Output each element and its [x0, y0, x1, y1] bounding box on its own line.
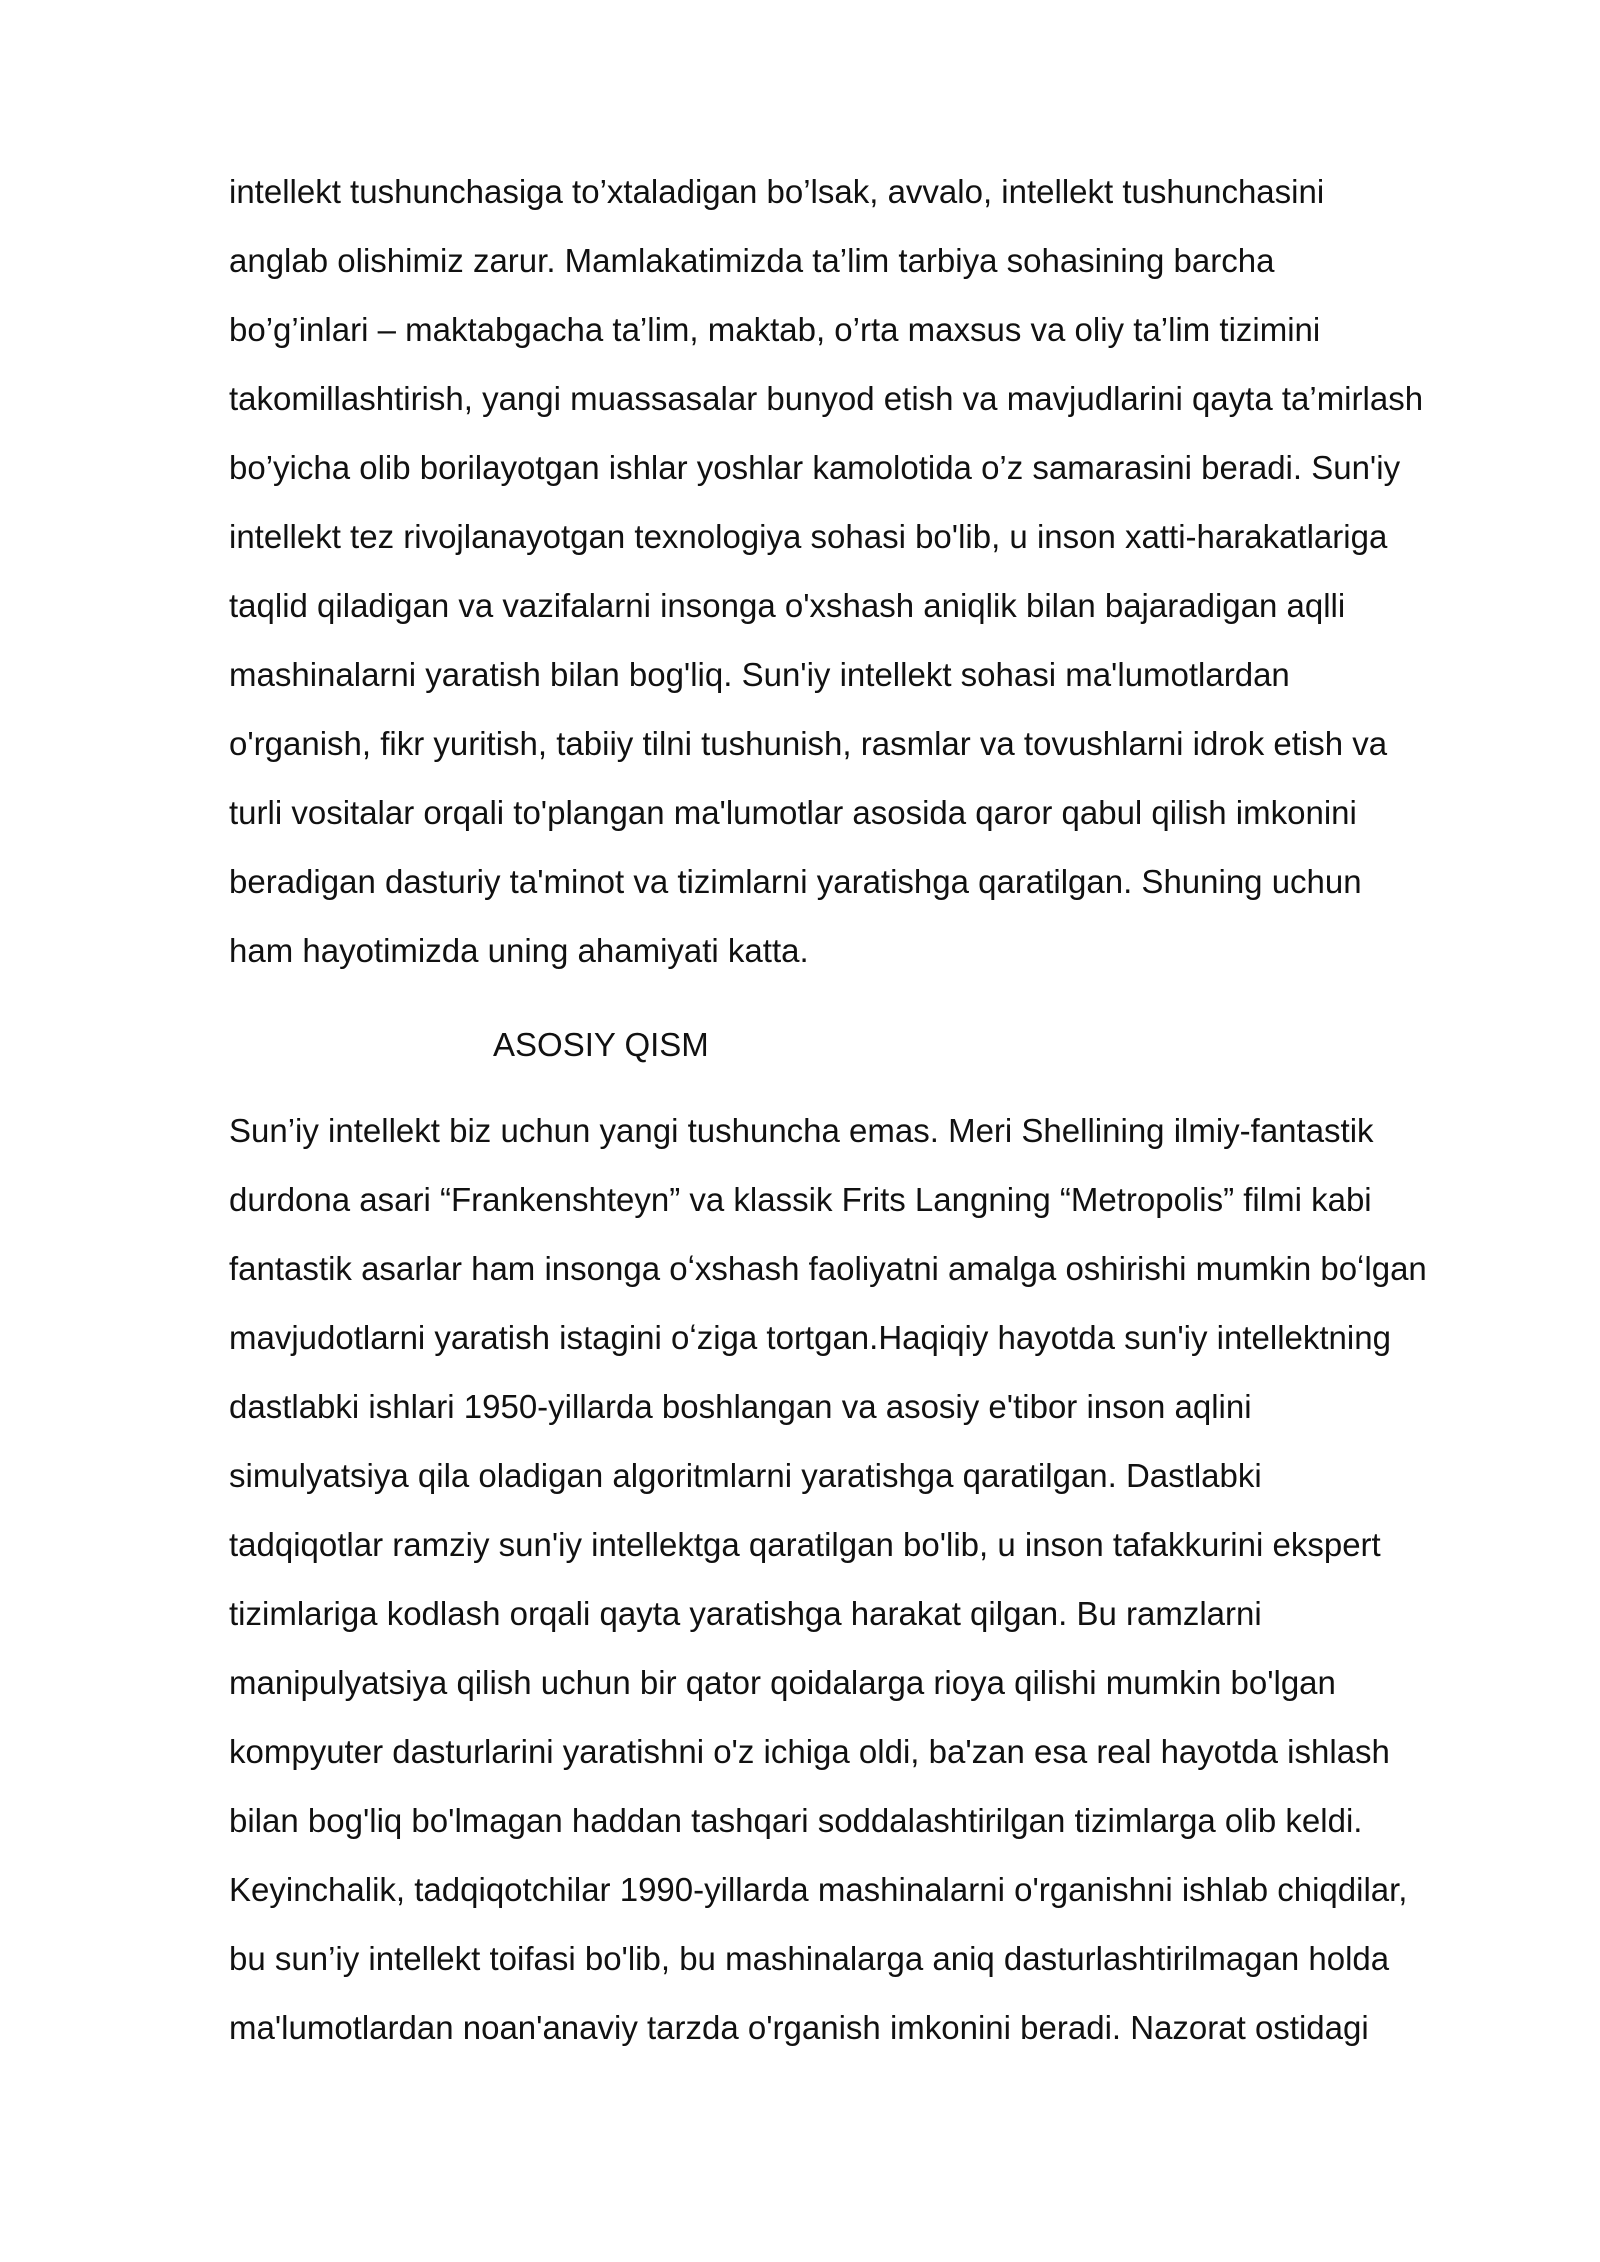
text-line: bo’g’inlari – maktabgacha ta’lim, maktab, o’rta maxsus va oliy ta’lim tizimini	[229, 311, 1321, 348]
text-line: mashinalarni yaratish bilan bog'liq. Sun'iy intellekt sohasi ma'lumotlardan	[229, 656, 1290, 693]
text-line: bu sun’iy intellekt toifasi bo'lib, bu mashinalarga aniq dasturlashtirilmagan holda	[229, 1940, 1390, 1977]
text-line: kompyuter dasturlarini yaratishni o'z ichiga oldi, ba'zan esa real hayotda ishlash	[229, 1733, 1390, 1770]
text-line: durdona asari “Frankenshteyn” va klassik Frits Langning “Metropolis” filmi kabi	[229, 1181, 1372, 1218]
text-line: mavjudotlarni yaratish istagini oʻziga tortgan.Haqiqiy hayotda sun'iy intellektning	[229, 1319, 1391, 1356]
text-line: taqlid qiladigan va vazifalarni insonga o'xshash aniqlik bilan bajaradigan aqlli	[229, 587, 1346, 624]
text-line: tadqiqotlar ramziy sun'iy intellektga qaratilgan bo'lib, u inson tafakkurini ekspert	[229, 1526, 1381, 1563]
text-line: beradigan dasturiy ta'minot va tizimlarni yaratishga qaratilgan. Shuning uchun	[229, 863, 1362, 900]
text-line: fantastik asarlar ham insonga oʻxshash faoliyatni amalga oshirishi mumkin boʻlgan	[229, 1250, 1427, 1287]
text-line: dastlabki ishlari 1950-yillarda boshlangan va asosiy e'tibor inson aqlini	[229, 1388, 1252, 1425]
text-line: Sun’iy intellekt biz uchun yangi tushuncha emas. Meri Shellining ilmiy-fantastik	[229, 1112, 1374, 1149]
text-line: takomillashtirish, yangi muassasalar bunyod etish va mavjudlarini qayta ta’mirlash	[229, 380, 1424, 417]
text-line: simulyatsiya qila oladigan algoritmlarni yaratishga qaratilgan. Dastlabki	[229, 1457, 1262, 1494]
text-line: turli vositalar orqali to'plangan ma'lumotlar asosida qaror qabul qilish imkonini	[229, 794, 1357, 831]
section-heading: ASOSIY QISM	[493, 1026, 709, 1063]
text-line: bilan bog'liq bo'lmagan haddan tashqari soddalashtirilgan tizimlarga olib keldi.	[229, 1802, 1363, 1839]
text-line: anglab olishimiz zarur. Mamlakatimizda ta’lim tarbiya sohasining barcha	[229, 242, 1275, 279]
text-line: tizimlariga kodlash orqali qayta yaratishga harakat qilgan. Bu ramzlarni	[229, 1595, 1262, 1632]
text-line: o'rganish, fikr yuritish, tabiiy tilni tushunish, rasmlar va tovushlarni idrok etish va	[229, 725, 1388, 762]
text-line: intellekt tushunchasiga to’xtaladigan bo’lsak, avvalo, intellekt tushunchasini	[229, 173, 1325, 210]
text-line: bo’yicha olib borilayotgan ishlar yoshlar kamolotida o’z samarasini beradi. Sun'iy	[229, 449, 1401, 486]
text-line: manipulyatsiya qilish uchun bir qator qoidalarga rioya qilishi mumkin bo'lgan	[229, 1664, 1336, 1701]
text-line: ma'lumotlardan noan'anaviy tarzda o'rganish imkonini beradi. Nazorat ostidagi	[229, 2009, 1369, 2046]
main-paragraph	[229, 1096, 1529, 2062]
intro-paragraph	[229, 157, 1529, 985]
text-line: intellekt tez rivojlanayotgan texnologiya sohasi bo'lib, u inson xatti-harakatlariga	[229, 518, 1388, 555]
text-line: Keyinchalik, tadqiqotchilar 1990-yillarda mashinalarni o'rganishni ishlab chiqdilar,	[229, 1871, 1408, 1908]
text-line: ham hayotimizda uning ahamiyati katta.	[229, 932, 809, 969]
